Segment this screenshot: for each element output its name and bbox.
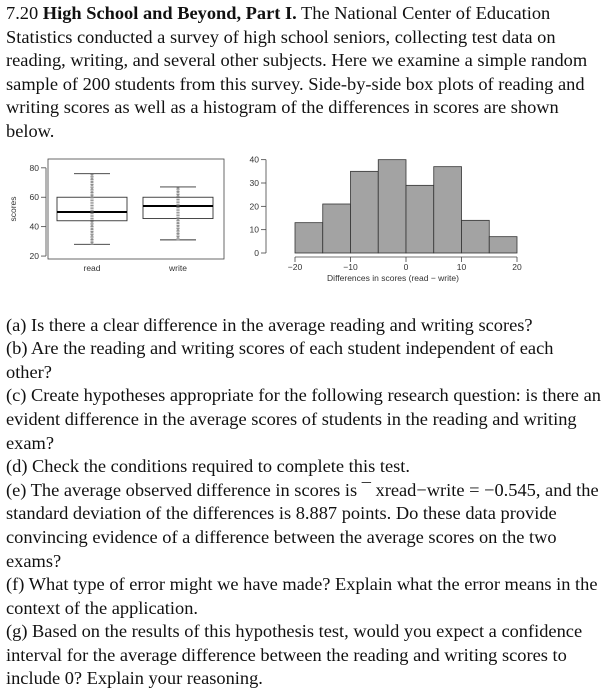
question-f: (f) What type of error might we have made? Explain what the error means in the context of the application. xyxy=(6,574,598,618)
histogram-y-tick-label: 20 xyxy=(249,200,259,211)
boxplot-category-label: read xyxy=(83,262,101,273)
question-b: (b) Are the reading and writing scores of each student independent of each other? xyxy=(6,338,554,382)
histogram-chart xyxy=(238,153,528,308)
histogram-y-tick-label: 40 xyxy=(249,154,259,165)
histogram-bar xyxy=(351,171,379,253)
histogram-bar xyxy=(378,159,406,252)
boxplot-y-tick-label: 80 xyxy=(29,162,39,173)
boxplot-y-tick-label: 20 xyxy=(29,250,39,261)
histogram-x-tick-label: 10 xyxy=(456,261,467,272)
problem-intro xyxy=(6,2,602,144)
histogram-x-tick-label: −10 xyxy=(343,261,358,272)
questions-list xyxy=(6,314,602,691)
problem-title: High School and Beyond, Part I. xyxy=(42,3,297,23)
question-d: (d) Check the conditions required to complete this test. xyxy=(6,456,410,477)
boxplot-y-label: scores xyxy=(8,196,18,222)
histogram-bar xyxy=(434,166,462,252)
histogram-y-tick-label: 10 xyxy=(249,224,259,235)
boxplot-category-label: write xyxy=(169,262,187,273)
histogram-x-tick-label: −20 xyxy=(287,261,303,272)
figures xyxy=(6,153,602,308)
histogram-bar xyxy=(462,220,490,253)
question-a: (a) Is there a clear difference in the average reading and writing scores? xyxy=(6,314,533,335)
histogram-y-tick-label: 0 xyxy=(254,247,259,258)
problem-page xyxy=(6,2,602,691)
histogram-x-label: Differences in scores (read − write) xyxy=(327,272,459,283)
histogram-bar xyxy=(295,222,323,252)
histogram-x-tick-label: 0 xyxy=(403,261,409,272)
histogram-bar xyxy=(489,236,517,252)
boxplot-y-tick-label: 40 xyxy=(29,221,39,232)
boxplot-y-tick-label: 60 xyxy=(29,191,39,202)
question-g: (g) Based on the results of this hypothesis test, would you expect a confidence interval for the average difference between the reading and writing scores to include 0? Explain your reasoning. xyxy=(6,621,583,689)
boxplot-chart xyxy=(6,153,231,308)
problem-number: 7.20 xyxy=(6,3,39,23)
histogram-bar xyxy=(323,204,351,253)
histogram-y-tick-label: 30 xyxy=(249,177,259,188)
histogram-x-tick-label: 20 xyxy=(512,261,522,272)
problem-intro-text: The National Center of Education Statistics conducted a survey of high school seniors, collecting test data on reading, writing, and several other subjects. Here we examine a simple random sample of 200 students from this survey. Side-by-side box plots of reading and writing scores as well as a histogram of the differences in scores are shown below. xyxy=(6,3,588,141)
histogram-bar xyxy=(406,185,434,253)
question-c: (c) Create hypotheses appropriate for the following research question: is there an evident difference in the average scores of students in the reading and writing exam? xyxy=(6,385,601,453)
question-e: (e) The average observed difference in scores is ¯ xread−write = −0.545, and the standard deviation of the differences is 8.887 points. Do these data provide convincing evidence of a difference between the average scores on the two exams? xyxy=(6,479,599,571)
